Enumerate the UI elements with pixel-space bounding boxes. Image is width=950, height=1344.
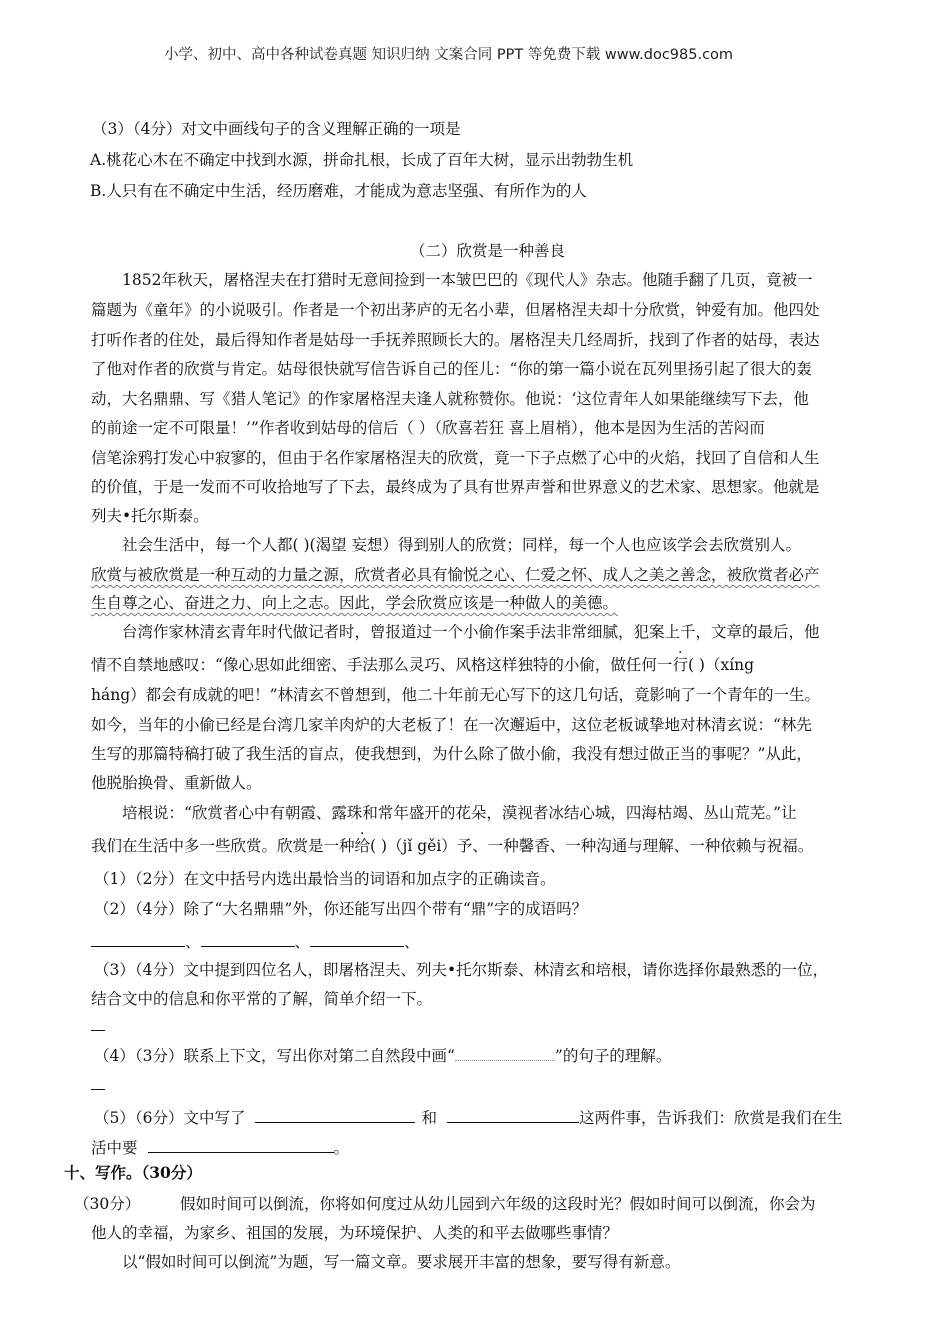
q3-stem: （3）（4分）对文中画线句子的含义理解正确的一项是 — [92, 120, 461, 138]
dotted-character: 行 — [672, 656, 688, 674]
separator: 、 — [185, 933, 201, 951]
text-run: ( )（jǐ gěi）予、一种馨香、一种沟通与理解、一种依赖与祝福。 — [370, 837, 814, 855]
paragraph-1-line: 1852年秋天，屠格涅夫在打猎时无意间捡到一本皱巴巴的《现代人》杂志。他随手翻了几页，竟被一 — [122, 271, 813, 289]
paragraph-4-line — [91, 836, 813, 856]
text-run: 我们在生活中多一些欣赏。欣赏是一种 — [91, 837, 355, 855]
paragraph-3-line: 生写的那篇特稿打破了我生活的盲点，使我想到，为什么除了做小偷，我没有想过做正当的事呢？”从此， — [91, 745, 812, 763]
question-3-line: 结合文中的信息和你平常的了解，简单介绍一下。 — [91, 990, 433, 1008]
idiom-blanks — [91, 930, 420, 952]
question-2: （2）（4分）除了“大名鼎鼎”外，你还能写出四个带有“鼎”字的成语吗？ — [94, 900, 588, 918]
paragraph-3-line: 如今，当年的小偷已经是台湾几家羊肉炉的大老板了！在一次邂逅中，这位老板诚挚地对林清玄说：“林先 — [91, 716, 812, 734]
q3-option-b: B.人只有在不确定中生活，经历磨难，才能成为意志坚强、有所作为的人 — [90, 182, 587, 200]
separator: 、 — [294, 933, 311, 951]
text-run: ”的句子的理解。 — [554, 1047, 672, 1065]
paragraph-4-line: 培根说：“欣赏者心中有朝霞、露珠和常年盛开的花朵，漠视者冰结心城，四海枯竭、丛山荒芜。”让 — [122, 804, 797, 822]
paragraph-3-line: 台湾作家林清玄青年时代做记者时，曾报道过一个小偷作案手法非常细腻，犯案上千，文章的最后，他 — [122, 623, 820, 641]
q3-option-a: A.桃花心木在不确定中找到水源，拼命扎根，长成了百年大树，显示出勃勃生机 — [90, 151, 634, 169]
dotted-character: 给 — [354, 837, 371, 855]
writing-prompt-line: 假如时间可以倒流，你将如何度过从幼儿园到六年级的这段时光？假如时间可以倒流，你会为 — [180, 1195, 816, 1213]
text-run: 活中要 — [91, 1139, 138, 1157]
section-10-title: 十、写作。（30分） — [64, 1163, 202, 1182]
paragraph-1-line: 的价值，于是一发而不可收拾地写了下去，最终成为了具有世界声誉和世界意义的艺术家、思想家。他就是 — [91, 478, 820, 496]
wavy-mark-blank — [455, 1046, 555, 1061]
text-run: 和 — [421, 1109, 437, 1127]
paragraph-1-line: 的前途一定不可限量！’”作者收到姑母的信后（ ）（欣喜若狂 喜上眉梢），他本是因为生活的苦闷而 — [91, 419, 765, 437]
text-run: （4）（3分）联系上下文，写出你对第二自然段中画“ — [94, 1047, 455, 1065]
paragraph-1-line: 打听作者的住处，最后得知作者是姑母一手抚养照顾长大的。屠格涅夫几经周折，找到了作者的姑母，表达 — [91, 331, 820, 349]
separator: 、 — [404, 933, 420, 951]
text-run: 这两件事，告诉我们：欣赏是我们在生 — [579, 1109, 843, 1127]
paragraph-2-line — [91, 593, 618, 613]
paragraph-1-line: 篇题为《童年》的小说吸引。作者是一个初出茅庐的无名小辈，但屠格涅夫却十分欣赏，钟爱有加。他四处 — [91, 301, 820, 319]
answer-blank[interactable] — [201, 930, 295, 947]
writing-prompt-line: 以“假如时间可以倒流”为题，写一篇文章。要求展开丰富的想象，要写得有新意。 — [122, 1253, 681, 1271]
underlined-sentence-end: 生自尊之心、奋进之力、向上之志。因此，学会欣赏应该是一种做人的美德。 — [91, 594, 619, 612]
text-run: 。 — [333, 1139, 350, 1157]
question-5-line — [91, 1136, 349, 1158]
writing-prompt-line: 他人的幸福，为家乡、祖国的发展，为环境保护、人类的和平去做哪些事情？ — [91, 1224, 619, 1242]
question-4 — [94, 1046, 671, 1066]
answer-blank[interactable] — [255, 1106, 415, 1123]
page-header: 小学、初中、高中各种试卷真题 知识归纳 文案合同 PPT 等免费下载 www.doc985.com — [164, 47, 734, 63]
paragraph-3-line — [91, 655, 754, 675]
answer-blank[interactable] — [148, 1136, 334, 1153]
answer-blank[interactable] — [447, 1106, 579, 1123]
passage-title: （二）欣赏是一种善良 — [410, 242, 566, 260]
answer-line[interactable] — [91, 1016, 105, 1036]
writing-score: （30分） — [74, 1195, 141, 1213]
paragraph-2-line: 社会生活中，每一个人都( )(渴望 妄想）得到别人的欣赏；同样，每一个人也应该学会去欣赏别人。 — [122, 536, 801, 554]
paragraph-1-line: 列夫•托尔斯泰。 — [91, 507, 209, 525]
answer-blank[interactable] — [310, 930, 404, 947]
paragraph-1-line: 动，大名鼎鼎、写《猎人笔记》的作家屠格涅夫逢人就称赞你。他说：‘这位青年人如果能继续写下去，他 — [91, 390, 809, 408]
text-run: （5）（6分）文中写了 — [94, 1109, 246, 1127]
question-1: （1）（2分）在文中括号内选出最恰当的词语和加点字的正确读音。 — [94, 870, 556, 888]
question-5 — [94, 1106, 843, 1128]
paragraph-1-line: 信笔涂鸦打发心中寂寥的，但由于名作家屠格涅夫的欣赏，竟一下子点燃了心中的火焰，找回了自信和人生 — [91, 449, 820, 467]
paragraph-3-line: háng）都会有成就的吧！”林清玄不曾想到，他二十年前无心写下的这几句话，竟影响了一个青年的一生。 — [91, 686, 821, 704]
question-3: （3）（4分）文中提到四位名人，即屠格涅夫、列夫•托尔斯泰、林清玄和培根，请你选择你最熟悉的一位， — [94, 961, 829, 979]
paragraph-3-line: 他脱胎换骨、重新做人。 — [91, 774, 262, 792]
paragraph-1-line: 了他对作者的欣赏与肯定。姑母很快就写信告诉自己的侄儿：“你的第一篇小说在瓦列里扬引起了很大的轰 — [91, 360, 812, 378]
answer-line[interactable] — [91, 1075, 105, 1095]
underlined-sentence: 欣赏与被欣赏是一种互动的力量之源，欣赏者必具有愉悦之心、仁爱之怀、成人之美之善念，被欣赏者必产 — [91, 566, 820, 584]
answer-blank[interactable] — [91, 930, 185, 947]
text-run: ( )（xíng — [687, 656, 755, 674]
text-run: 情不自禁地感叹：“像心思如此细密、手法那么灵巧、风格这样独特的小偷，做任何一 — [91, 656, 673, 674]
